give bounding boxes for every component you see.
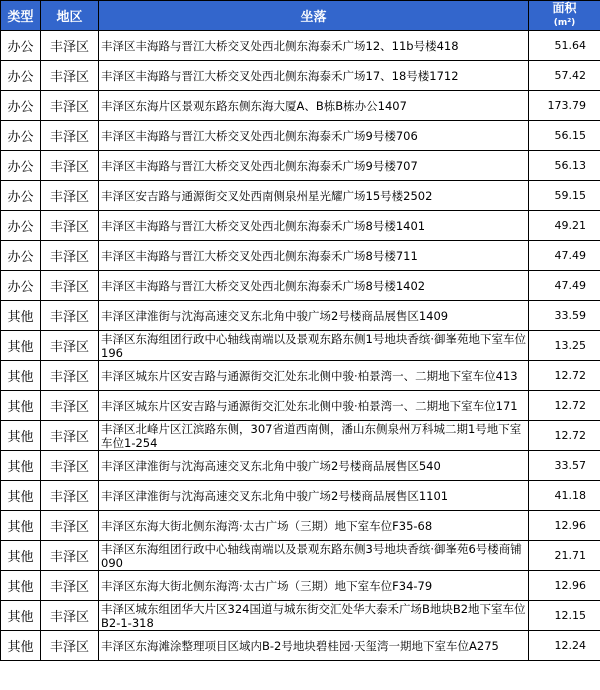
cell-district: 丰泽区: [41, 541, 99, 571]
cell-area: 12.72: [529, 421, 600, 451]
cell-area: 33.57: [529, 451, 600, 481]
cell-location: 丰泽区东海大街北侧东海湾·太古广场（三期）地下室车位F34-79: [99, 571, 529, 601]
cell-type: 办公: [1, 91, 41, 121]
table-row: [1, 241, 600, 271]
cell-area: 12.96: [529, 511, 600, 541]
cell-district: 丰泽区: [41, 151, 99, 181]
cell-district: 丰泽区: [41, 241, 99, 271]
cell-district: 丰泽区: [41, 121, 99, 151]
cell-location: 丰泽区城东片区安吉路与通源街交汇处东北侧中骏·柏景湾一、二期地下室车位413: [99, 361, 529, 391]
cell-district: 丰泽区: [41, 511, 99, 541]
cell-type: 办公: [1, 151, 41, 181]
table-row: [1, 511, 600, 541]
cell-location: 丰泽区丰海路与晋江大桥交叉处西北侧东海泰禾广场8号楼1402: [99, 271, 529, 301]
cell-type: 其他: [1, 331, 41, 361]
cell-type: 其他: [1, 391, 41, 421]
cell-area: 12.24: [529, 631, 600, 661]
header-district: 地区: [41, 1, 99, 31]
cell-area: 12.96: [529, 571, 600, 601]
cell-type: 办公: [1, 271, 41, 301]
cell-location: 丰泽区丰海路与晋江大桥交叉处西北侧东海泰禾广场9号楼707: [99, 151, 529, 181]
header-type: 类型: [1, 1, 41, 31]
cell-area: 21.71: [529, 541, 600, 571]
table-row: [1, 31, 600, 61]
table-row: [1, 151, 600, 181]
cell-area: 49.21: [529, 211, 600, 241]
table-row: [1, 571, 600, 601]
cell-type: 其他: [1, 421, 41, 451]
cell-type: 其他: [1, 301, 41, 331]
cell-location: 丰泽区津淮街与沈海高速交叉东北角中骏广场2号楼商品展售区540: [99, 451, 529, 481]
table-row: [1, 601, 600, 631]
cell-type: 办公: [1, 241, 41, 271]
cell-location: 丰泽区丰海路与晋江大桥交叉处西北侧东海泰禾广场17、18号楼1712: [99, 61, 529, 91]
cell-area: 13.25: [529, 331, 600, 361]
table-row: [1, 121, 600, 151]
table-row: [1, 631, 600, 661]
cell-location: 丰泽区津淮街与沈海高速交叉东北角中骏广场2号楼商品展售区1101: [99, 481, 529, 511]
cell-area: 59.15: [529, 181, 600, 211]
cell-location: 丰泽区丰海路与晋江大桥交叉处西北侧东海泰禾广场12、11b号楼418: [99, 31, 529, 61]
cell-location: 丰泽区东海大街北侧东海湾·太古广场（三期）地下室车位F35-68: [99, 511, 529, 541]
cell-type: 办公: [1, 121, 41, 151]
cell-location: 丰泽区丰海路与晋江大桥交叉处西北侧东海泰禾广场9号楼706: [99, 121, 529, 151]
cell-area: 12.72: [529, 361, 600, 391]
cell-district: 丰泽区: [41, 631, 99, 661]
cell-district: 丰泽区: [41, 271, 99, 301]
cell-location: 丰泽区东海滩涂整理项目区域内B-2号地块碧桂园·天玺湾一期地下室车位A275: [99, 631, 529, 661]
cell-location: 丰泽区城东组团华大片区324国道与城东街交汇处华大泰禾广场B地块B2地下室车位B2-1-318: [99, 601, 529, 631]
cell-district: 丰泽区: [41, 601, 99, 631]
cell-location: 丰泽区津淮街与沈海高速交叉东北角中骏广场2号楼商品展售区1409: [99, 301, 529, 331]
header-area-label: 面积: [552, 0, 577, 15]
cell-district: 丰泽区: [41, 451, 99, 481]
cell-area: 51.64: [529, 31, 600, 61]
table-row: [1, 211, 600, 241]
cell-type: 办公: [1, 181, 41, 211]
cell-area: 12.15: [529, 601, 600, 631]
table-row: [1, 541, 600, 571]
cell-location: 丰泽区丰海路与晋江大桥交叉处西北侧东海泰禾广场8号楼711: [99, 241, 529, 271]
cell-district: 丰泽区: [41, 361, 99, 391]
cell-area: 56.15: [529, 121, 600, 151]
cell-area: 173.79: [529, 91, 600, 121]
table-row: [1, 271, 600, 301]
header-area: [529, 1, 600, 31]
cell-area: 47.49: [529, 271, 600, 301]
cell-location: 丰泽区东海片区景观东路东侧东海大厦A、B栋B栋办公1407: [99, 91, 529, 121]
cell-district: 丰泽区: [41, 481, 99, 511]
cell-area: 56.13: [529, 151, 600, 181]
cell-type: 其他: [1, 481, 41, 511]
cell-type: 其他: [1, 541, 41, 571]
cell-area: 47.49: [529, 241, 600, 271]
table-row: [1, 451, 600, 481]
cell-area: 33.59: [529, 301, 600, 331]
cell-location: 丰泽区丰海路与晋江大桥交叉处西北侧东海泰禾广场8号楼1401: [99, 211, 529, 241]
cell-area: 12.72: [529, 391, 600, 421]
cell-district: 丰泽区: [41, 31, 99, 61]
cell-location: 丰泽区安吉路与通源街交叉处西南侧泉州星光耀广场15号楼2502: [99, 181, 529, 211]
cell-type: 办公: [1, 211, 41, 241]
cell-district: 丰泽区: [41, 91, 99, 121]
cell-district: 丰泽区: [41, 391, 99, 421]
cell-district: 丰泽区: [41, 61, 99, 91]
cell-district: 丰泽区: [41, 301, 99, 331]
cell-type: 其他: [1, 571, 41, 601]
cell-location: 丰泽区东海组团行政中心轴线南端以及景观东路东侧1号地块香缤·御峯苑地下室车位196: [99, 331, 529, 361]
table-header-row: [1, 1, 600, 31]
cell-type: 其他: [1, 601, 41, 631]
table-row: [1, 91, 600, 121]
cell-district: 丰泽区: [41, 331, 99, 361]
cell-location: 丰泽区城东片区安吉路与通源街交汇处东北侧中骏·柏景湾一、二期地下室车位171: [99, 391, 529, 421]
table-row: [1, 301, 600, 331]
table-row: [1, 61, 600, 91]
cell-type: 其他: [1, 631, 41, 661]
table-row: [1, 361, 600, 391]
table-row: [1, 331, 600, 361]
cell-type: 其他: [1, 361, 41, 391]
cell-district: 丰泽区: [41, 421, 99, 451]
cell-type: 其他: [1, 511, 41, 541]
cell-location: 丰泽区东海组团行政中心轴线南端以及景观东路东侧3号地块香缤·御峯苑6号楼商铺090: [99, 541, 529, 571]
table-row: [1, 421, 600, 451]
cell-district: 丰泽区: [41, 181, 99, 211]
cell-area: 41.18: [529, 481, 600, 511]
cell-type: 办公: [1, 31, 41, 61]
cell-type: 办公: [1, 61, 41, 91]
table-row: [1, 181, 600, 211]
table-row: [1, 481, 600, 511]
cell-district: 丰泽区: [41, 571, 99, 601]
header-location: 坐落: [99, 1, 529, 31]
cell-area: 57.42: [529, 61, 600, 91]
table-row: [1, 391, 600, 421]
header-area-unit: (m²): [553, 17, 576, 28]
cell-location: 丰泽区北峰片区江滨路东侧，307省道西南侧，潘山东侧泉州万科城二期1号地下室车位1-254: [99, 421, 529, 451]
cell-type: 其他: [1, 451, 41, 481]
cell-district: 丰泽区: [41, 211, 99, 241]
